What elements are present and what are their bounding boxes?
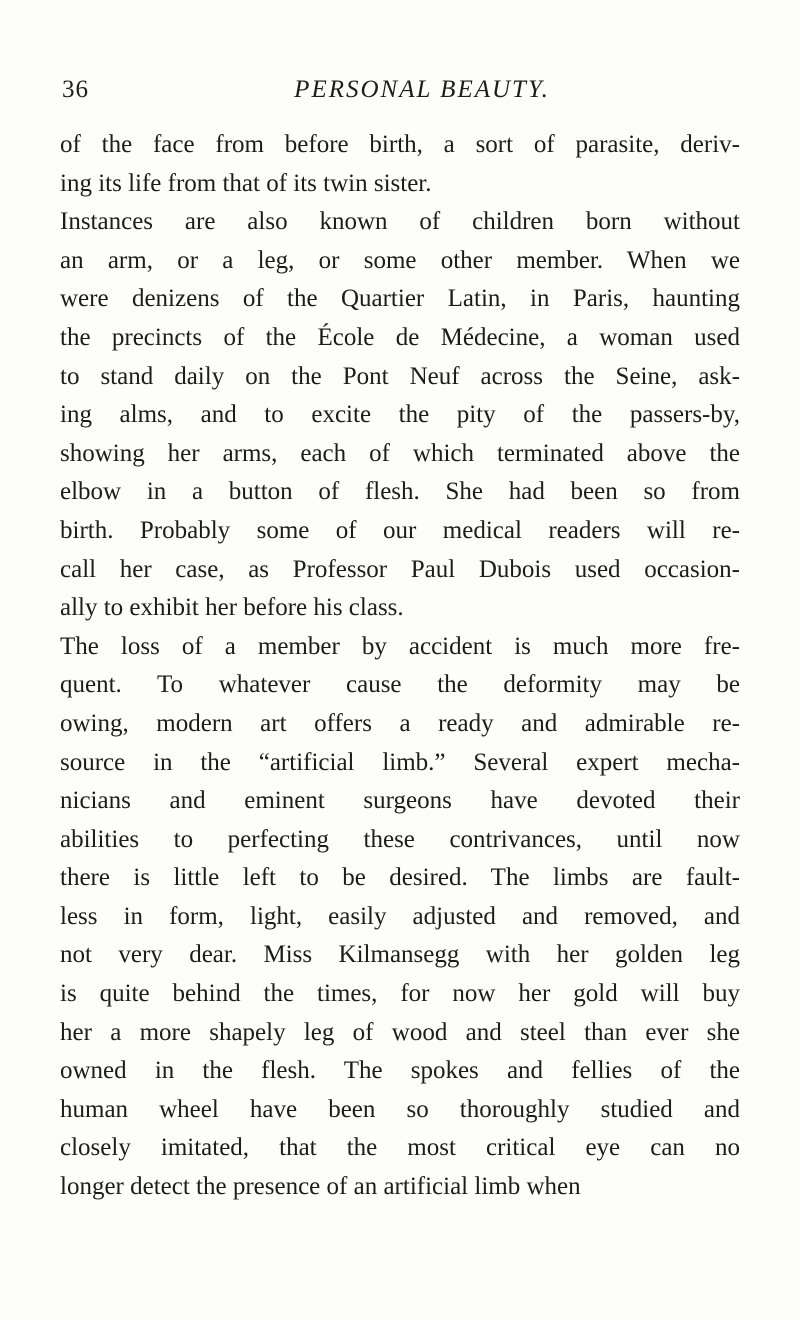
text-line: there is little left to be desired. The limbs are fault- <box>60 864 740 892</box>
text-line: elbow in a button of flesh. She had been so from <box>60 478 740 506</box>
text-line: longer detect the presence of an artificial limb when <box>60 1173 581 1201</box>
text-line: closely imitated, that the most critical eye can no <box>60 1134 740 1162</box>
text-line: Instances are also known of children born without <box>60 208 740 236</box>
text-line: is quite behind the times, for now her gold will buy <box>60 980 740 1008</box>
page-number: 36 <box>62 76 89 103</box>
text-line: showing her arms, each of which terminated above the <box>60 439 740 467</box>
text-line: owing, modern art offers a ready and admirable re- <box>60 709 740 737</box>
text-line: less in form, light, easily adjusted and removed, and <box>60 902 740 930</box>
text-line: abilities to perfecting these contrivances, until now <box>60 825 740 853</box>
text-line: not very dear. Miss Kilmansegg with her golden leg <box>60 941 740 969</box>
text-line: her a more shapely leg of wood and steel than ever she <box>60 1018 740 1046</box>
text-line: ing its life from that of its twin sister. <box>60 169 432 197</box>
body-text <box>60 126 740 1207</box>
running-head <box>62 76 742 116</box>
text-line: quent. To whatever cause the deformity may be <box>60 671 740 699</box>
text-line: the precincts of the École de Médecine, a woman used <box>60 323 740 351</box>
text-line: nicians and eminent surgeons have devoted their <box>60 787 740 815</box>
text-line: were denizens of the Quartier Latin, in Paris, haunting <box>60 285 740 313</box>
text-line: human wheel have been so thoroughly studied and <box>60 1095 740 1123</box>
text-line: The loss of a member by accident is much more fre- <box>60 632 740 660</box>
text-line: call her case, as Professor Paul Dubois used occasion- <box>60 555 740 583</box>
text-line: an arm, or a leg, or some other member. When we <box>60 246 740 274</box>
running-title: PERSONAL BEAUTY. <box>294 76 550 103</box>
text-line: of the face from before birth, a sort of parasite, deriv- <box>60 131 740 158</box>
text-line: birth. Probably some of our medical readers will re- <box>60 516 740 544</box>
text-line: ally to exhibit her before his class. <box>60 594 404 622</box>
text-line: ing alms, and to excite the pity of the passers-by, <box>60 401 740 429</box>
text-line: to stand daily on the Pont Neuf across the Seine, ask- <box>60 362 740 390</box>
text-line: owned in the flesh. The spokes and fellies of the <box>60 1057 740 1085</box>
text-line: source in the “artificial limb.” Several expert mecha- <box>60 748 740 776</box>
